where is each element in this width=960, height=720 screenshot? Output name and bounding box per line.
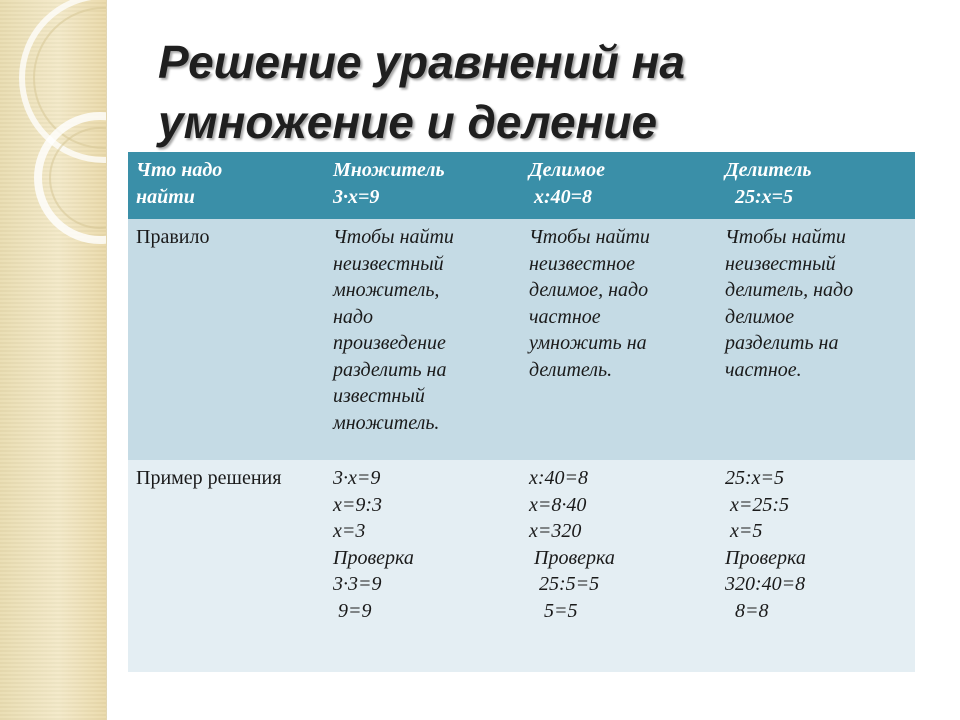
- cell-line: Чтобы найти: [529, 226, 650, 248]
- cell-line: х=9:3: [333, 493, 383, 516]
- decorative-rings-graphic: [0, 0, 106, 720]
- table-header-row: [128, 152, 915, 219]
- cell-line: известный: [333, 385, 425, 407]
- cell-line: надо: [333, 305, 374, 328]
- cell-line: 3·3=9: [333, 573, 382, 595]
- cell-line: Чтобы найти: [333, 226, 454, 248]
- cell-line: х=320: [529, 520, 582, 542]
- slide-title: [158, 32, 918, 152]
- cell-line: х=8·40: [529, 493, 587, 516]
- cell-line: неизвестное: [529, 252, 636, 275]
- row-label-example: Пример решения: [128, 460, 325, 672]
- cell-line: х=3: [333, 520, 366, 542]
- header-text-line: х:40=8: [529, 185, 593, 208]
- rule-cell-dividend: [521, 219, 717, 460]
- cell-line: делимое, надо: [529, 279, 649, 301]
- cell-line: делитель.: [529, 358, 613, 381]
- rule-cell-multiplier: [325, 219, 521, 460]
- header-text-line: 3·х=9: [333, 185, 380, 208]
- cell-line: 3·х=9: [333, 467, 381, 489]
- cell-line: х:40=8: [529, 467, 589, 489]
- cell-line: 25:х=5: [725, 467, 785, 489]
- table-row-rule: [128, 219, 915, 460]
- slide-title-line-2: умножение и деление: [158, 96, 658, 148]
- cell-line: умножить на: [529, 332, 647, 354]
- decorative-side-strip: [0, 0, 107, 720]
- cell-line: неизвестный: [333, 252, 444, 275]
- slide-title-line-1: Решение уравнений на: [158, 36, 685, 88]
- example-cell-multiplier: [325, 460, 521, 672]
- row-label-rule: Правило: [128, 219, 325, 460]
- cell-line: Проверка: [725, 546, 806, 569]
- header-text-line: Делимое: [529, 159, 606, 181]
- cell-line: 25:5=5: [529, 573, 600, 595]
- cell-line: 9=9: [333, 599, 372, 622]
- cell-line: 320:40=8: [725, 573, 806, 595]
- cell-line: 5=5: [529, 599, 578, 622]
- cell-line: делитель, надо: [725, 279, 854, 301]
- cell-line: Чтобы найти: [725, 226, 846, 248]
- header-divisor: [717, 152, 915, 219]
- example-cell-dividend: [521, 460, 717, 672]
- cell-line: множитель.: [333, 411, 440, 434]
- cell-line: делимое: [725, 305, 795, 328]
- table-row-example: [128, 460, 915, 672]
- cell-line: частное: [529, 305, 601, 328]
- cell-line: произведение: [333, 332, 446, 354]
- cell-line: Проверка: [529, 546, 615, 569]
- cell-line: х=25:5: [725, 493, 790, 516]
- header-text-line: Делитель: [725, 159, 812, 181]
- header-multiplier: [325, 152, 521, 219]
- rule-cell-divisor: [717, 219, 915, 460]
- cell-line: множитель,: [333, 279, 440, 301]
- header-what-to-find: [128, 152, 325, 219]
- cell-line: 8=8: [725, 599, 769, 622]
- equations-rules-table: [128, 152, 915, 672]
- cell-line: разделить на: [725, 332, 839, 354]
- cell-line: частное.: [725, 358, 802, 381]
- header-text-line: найти: [136, 185, 195, 208]
- header-dividend: [521, 152, 717, 219]
- header-text-line: 25:х=5: [725, 185, 794, 208]
- cell-line: неизвестный: [725, 252, 836, 275]
- header-text-line: Множитель: [333, 159, 445, 181]
- cell-line: разделить на: [333, 358, 447, 381]
- example-cell-divisor: [717, 460, 915, 672]
- cell-line: х=5: [725, 520, 763, 542]
- header-text-line: Что надо: [136, 159, 223, 181]
- cell-line: Проверка: [333, 546, 414, 569]
